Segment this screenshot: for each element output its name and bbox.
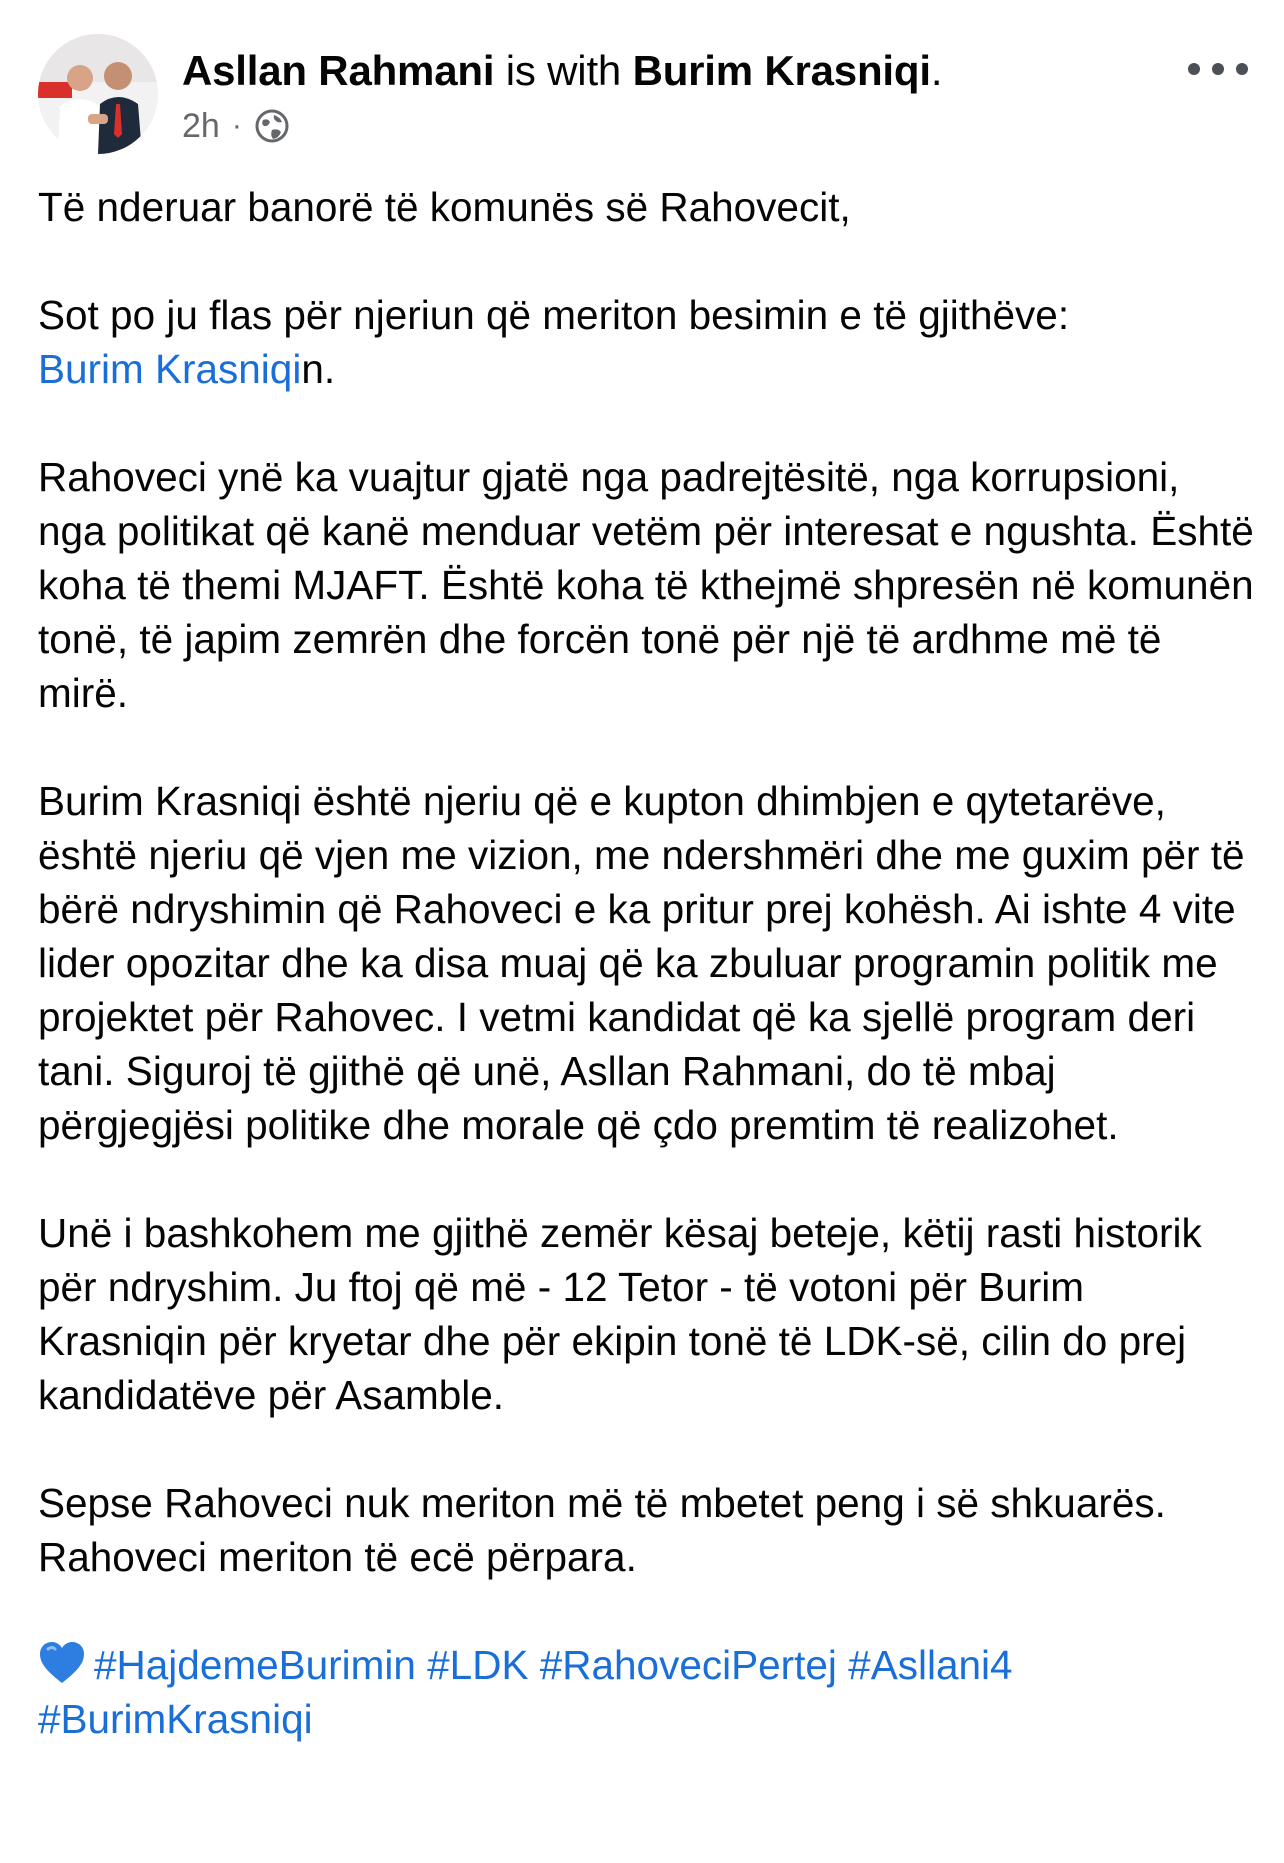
mention-tail: n. <box>301 346 336 392</box>
paragraph-intro <box>38 288 1258 396</box>
hashtag-line <box>38 1638 1258 1746</box>
blue-heart-icon <box>38 1641 86 1685</box>
author-line <box>182 46 942 96</box>
paragraph-call-to-vote: Unë i bashkohem me gjithë zemër kësaj beteje, këtij rasti historik për ndryshim. Ju ftoj që më - 12 Tetor - të votoni për Burim Krasniqin për kryetar dhe për ekipin tonë të LDK-së, cilin do prej kandidatëve për Asamble. <box>38 1210 1202 1418</box>
post-header <box>38 34 1248 164</box>
hashtag-link[interactable]: #Asllani4 <box>848 1642 1013 1688</box>
tagged-person[interactable]: Burim Krasniqi <box>632 47 931 94</box>
paragraph-closing: Sepse Rahoveci nuk meriton më të mbetet peng i së shkuarës. Rahoveci meriton të ecë përpara. <box>38 1480 1166 1580</box>
more-dot <box>1236 63 1248 75</box>
more-options-icon[interactable] <box>1188 54 1248 84</box>
avatar-photo-icon <box>38 34 158 154</box>
with-text: is with <box>505 47 622 94</box>
post-meta <box>182 104 290 148</box>
author-line-period: . <box>930 47 943 94</box>
hashtag-link[interactable]: #LDK <box>427 1642 529 1688</box>
hashtag-link[interactable]: #HajdemeBurimin <box>94 1642 416 1688</box>
meta-separator: · <box>231 109 242 142</box>
paragraph-candidate: Burim Krasniqi është njeriu që e kupton dhimbjen e qytetarëve, është njeriu që vjen me vizion, me ndershmëri dhe me guxim për të bërë ndryshimin që Rahoveci e ka pritur prej kohësh. Ai ishte 4 vite lider opozitar dhe ka disa muaj që ka zbuluar programin politik me projektet për Rahovec. I vetmi kandidat që ka sjellë program deri tani. Siguroj të gjithë që unë, Asllan Rahmani, do të mbaj përgjegjësi politike dhe morale që çdo premtim të realizohet. <box>38 778 1245 1148</box>
more-dot <box>1188 63 1200 75</box>
paragraph-situation: Rahoveci ynë ka vuajtur gjatë nga padrejtësitë, nga korrupsioni, nga politikat që kanë menduar vetëm për interesat e ngushta. Është koha të themi MJAFT. Është koha të kthejmë shpresën në komunën tonë, të japim zemrën dhe forcën tonë për një të ardhme më të mirë. <box>38 454 1254 716</box>
author-name[interactable]: Asllan Rahmani <box>182 47 495 94</box>
post-body <box>38 180 1258 1800</box>
author-avatar[interactable] <box>38 34 158 154</box>
post-time[interactable]: 2h <box>182 106 220 145</box>
paragraph-greeting: Të nderuar banorë të komunës së Rahovecit, <box>38 184 851 230</box>
hashtag-link[interactable]: #BurimKrasniqi <box>38 1696 313 1742</box>
intro-text: Sot po ju flas për njeriun që meriton besimin e të gjithëve: <box>38 292 1070 338</box>
globe-icon[interactable] <box>254 108 290 144</box>
more-dot <box>1212 63 1224 75</box>
hashtag-link[interactable]: #RahoveciPertej <box>539 1642 837 1688</box>
mention-link[interactable]: Burim Krasniqi <box>38 346 302 392</box>
